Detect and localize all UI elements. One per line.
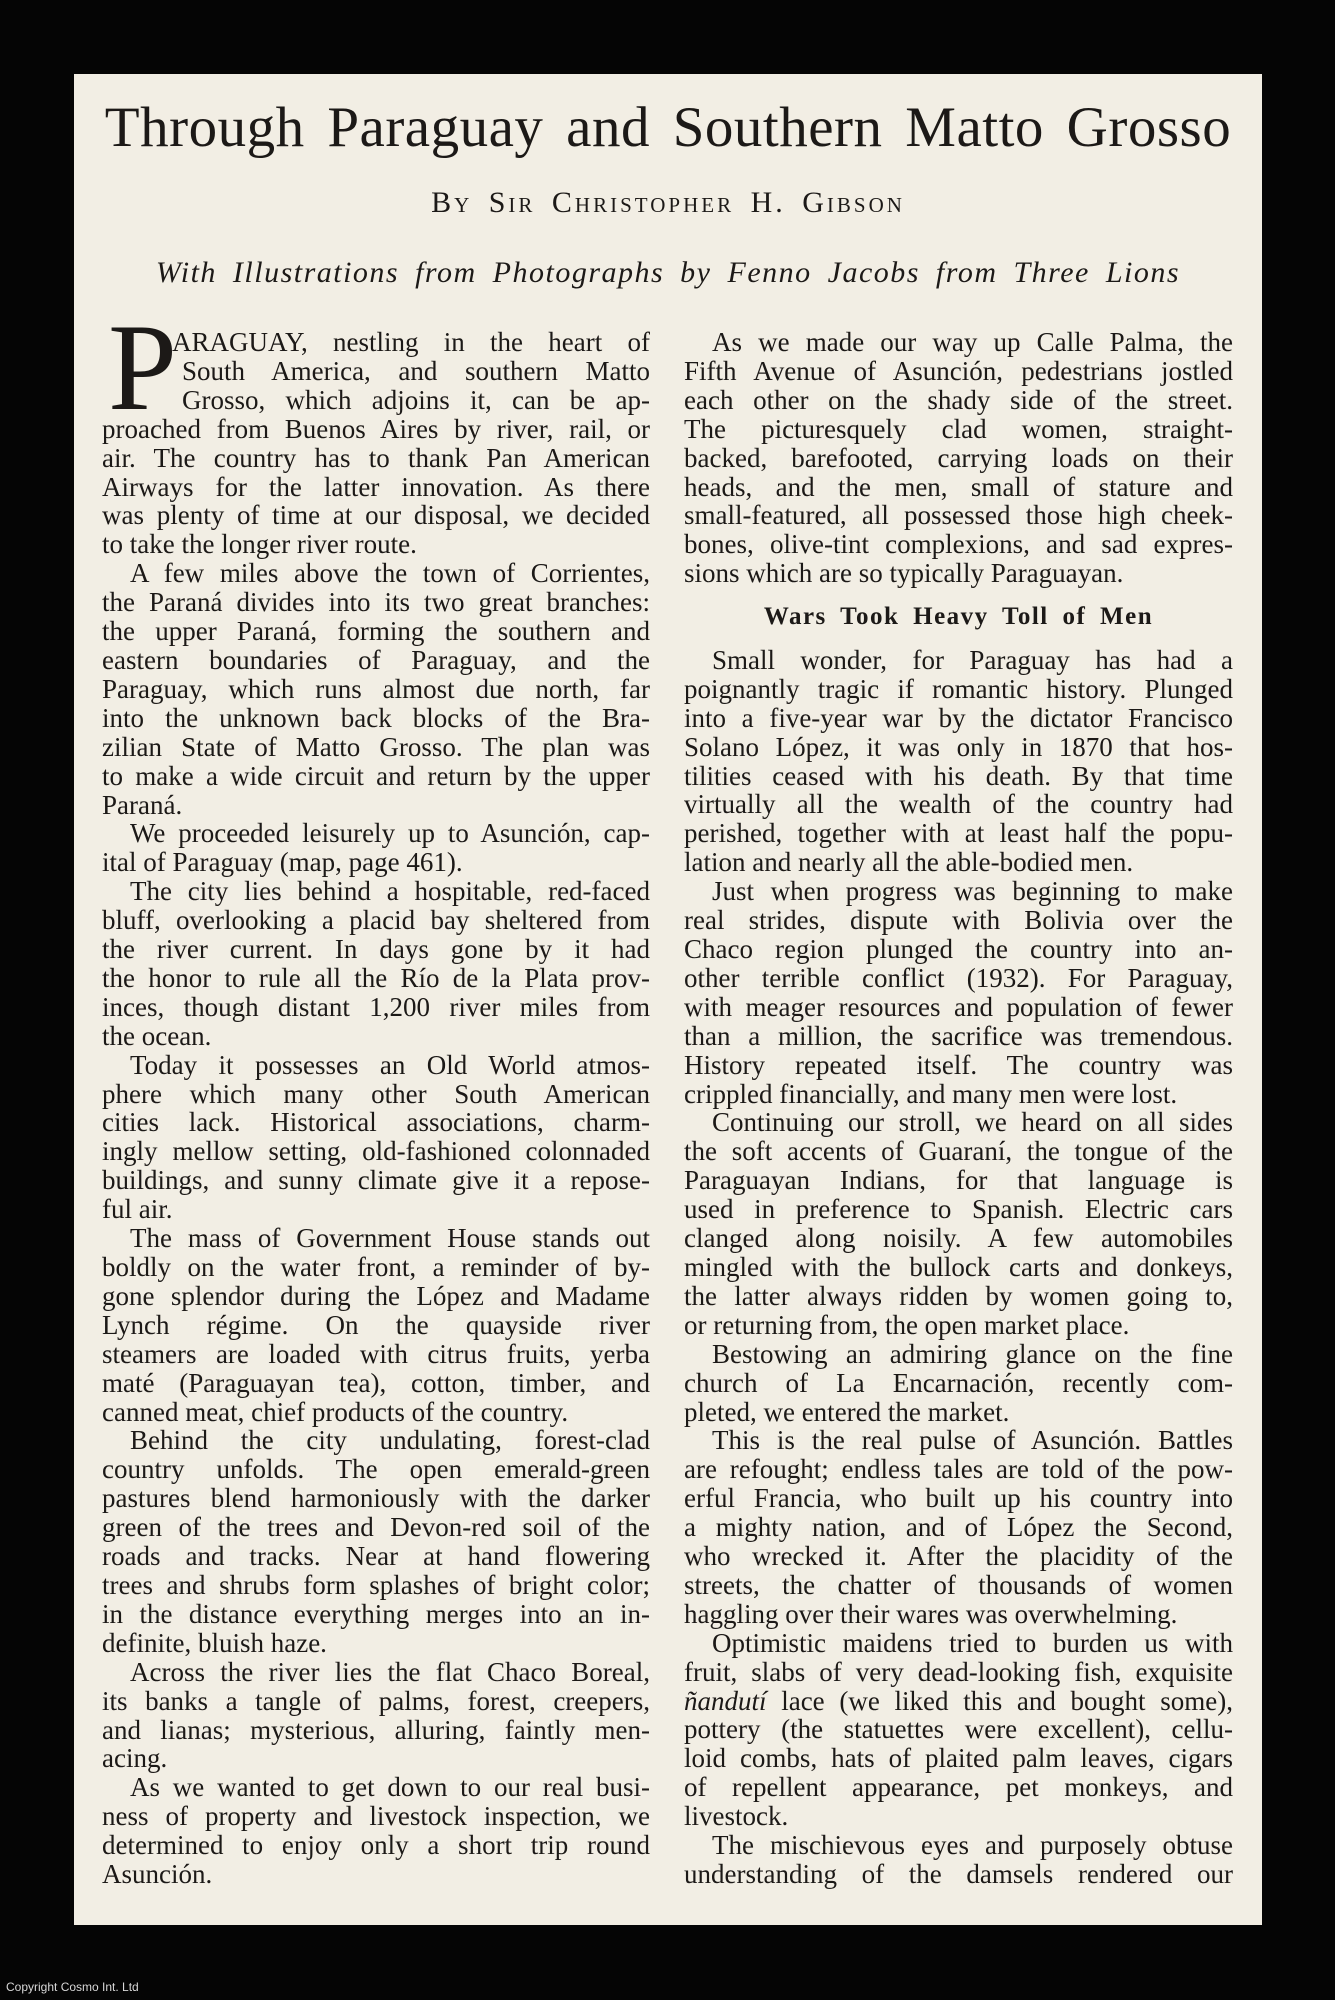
text-line: was plenty of time at our disposal, we decided (102, 500, 650, 531)
illustration-credit: With Illustrations from Photographs by Fenno Jacobs from Three Lions (155, 256, 1181, 289)
byline: By Sir Christopher H. Gibson (431, 186, 905, 219)
text-line: Small wonder, for Paraguay has had a (712, 644, 1233, 675)
text-line: pastures blend harmoniously with the darker (102, 1483, 650, 1514)
text-line: gone splendor during the López and Madame (102, 1280, 650, 1311)
paragraph (684, 1340, 1233, 1427)
text-line: to make a wide circuit and return by the upper (102, 760, 650, 791)
text-line: the honor to rule all the Río de la Plata prov- (102, 962, 650, 993)
text-line: This is the real pulse of Asunción. Battles (712, 1425, 1233, 1456)
text-line: perished, together with at least half the popu- (684, 818, 1233, 849)
text-line: the soft accents of Guaraní, the tongue of the (684, 1136, 1233, 1167)
text-line: backed, barefooted, carrying loads on their (684, 442, 1233, 473)
text-line: used in preference to Spanish. Electric cars (684, 1194, 1233, 1225)
text-line: the river current. In days gone by it had (102, 934, 650, 965)
paragraph (684, 1108, 1233, 1339)
text-line: zilian State of Matto Grosso. The plan was (102, 731, 650, 762)
text-line: the latter always ridden by women going to, (684, 1280, 1233, 1311)
text-line: ful air. (102, 1194, 173, 1225)
text-line: boldly on the water front, a reminder of by- (102, 1252, 650, 1282)
text-line: loid combs, hats of plaited palm leaves, cigars (684, 1743, 1233, 1774)
right-column (684, 328, 1233, 1889)
text-line: acing. (102, 1743, 168, 1774)
text-line: real strides, dispute with Bolivia over the (684, 905, 1233, 936)
text-line: Across the river lies the flat Chaco Boreal, (130, 1656, 650, 1687)
text-line: Just when progress was beginning to make (712, 876, 1233, 907)
text-line: bluff, overlooking a placid bay sheltered from (102, 905, 650, 936)
text-line: As we wanted to get down to our real busi- (130, 1772, 650, 1803)
section-heading: Wars Took Heavy Toll of Men (763, 603, 1154, 631)
text-line: pottery (the statuettes were excellent), cellu- (684, 1714, 1233, 1745)
paragraph (684, 646, 1233, 877)
text-segment: lace (we liked this and bought some), (766, 1685, 1233, 1716)
paragraph (102, 877, 650, 1050)
text-line: As we made our way up Calle Palma, the (712, 327, 1233, 357)
paragraph (102, 299, 650, 560)
text-line: who wrecked it. After the placidity of the (684, 1541, 1233, 1572)
text-line: The city lies behind a hospitable, red-faced (130, 876, 650, 907)
copyright-notice: Copyright Cosmo Int. Ltd (6, 1980, 139, 1994)
text-line: tilities ceased with his death. By that time (684, 760, 1233, 791)
text-line: clanged along noisily. A few automobiles (684, 1223, 1233, 1254)
text-line: virtually all the wealth of the country had (684, 789, 1233, 820)
text-line: understanding of the damsels rendered our (684, 1859, 1233, 1890)
italic-word: ñandutí (684, 1685, 767, 1716)
text-line: ingly mellow setting, old-fashioned colonnaded (102, 1136, 650, 1167)
text-line: Airways for the latter innovation. As there (102, 471, 650, 502)
text-line: mingled with the bullock carts and donkeys, (684, 1251, 1233, 1282)
text-line: pleted, we entered the market. (684, 1396, 1010, 1427)
text-line: canned meat, chief products of the country. (102, 1396, 569, 1427)
text-line: South America, and southern Matto (182, 355, 650, 386)
text-line: than a million, the sacrifice was tremendous. (684, 1020, 1233, 1051)
text-line: Paraguay, which runs almost due north, far (102, 673, 650, 704)
text-line: of repellent appearance, pet monkeys, and (684, 1772, 1233, 1803)
text-line: proached from Buenos Aires by river, rail, or (102, 413, 650, 444)
text-line: buildings, and sunny climate give it a repose- (102, 1165, 650, 1196)
text-line: History repeated itself. The country was (684, 1049, 1233, 1080)
text-line: or returning from, the open market place. (684, 1309, 1130, 1340)
text-line: The mass of Government House stands out (130, 1223, 650, 1254)
text-line: steamers are loaded with citrus fruits, yerba (102, 1338, 650, 1369)
paragraph (684, 328, 1233, 588)
text-line: in the distance everything merges into an in- (102, 1598, 650, 1629)
paragraph (102, 559, 650, 819)
text-line: with meager resources and population of fewer (684, 991, 1233, 1022)
text-line: erful Francia, who built up his country into (684, 1483, 1233, 1514)
text-line: Lynch régime. On the quayside river (102, 1309, 650, 1340)
paragraph (684, 1629, 1233, 1831)
text-line: ital of Paraguay (map, page 461). (102, 847, 463, 878)
text-line: church of La Encarnación, recently com- (684, 1367, 1233, 1398)
text-line: Paraguayan Indians, for that language is (684, 1165, 1233, 1196)
text-line: other terrible conflict (1932). For Paraguay, (684, 962, 1233, 993)
text-line: lation and nearly all the able-bodied men. (684, 847, 1134, 878)
text-line: the upper Paraná, forming the southern and (102, 616, 650, 647)
paragraph (102, 1773, 650, 1889)
text-line: each other on the shady side of the street. (684, 384, 1233, 415)
text-line: its banks a tangle of palms, forest, creepers, (102, 1685, 650, 1716)
text-line: crippled financially, and many men were lost. (684, 1078, 1178, 1109)
text-line: into the unknown back blocks of the Bra- (102, 702, 650, 733)
text-line: We proceeded leisurely up to Asunción, cap- (130, 818, 650, 849)
paragraph (684, 1426, 1233, 1628)
text-line: the Paraná divides into its two great branches: (102, 587, 650, 618)
text-line: The mischievous eyes and purposely obtuse (712, 1830, 1233, 1861)
text-line: fruit, slabs of very dead-looking fish, exquisite (684, 1656, 1233, 1687)
text-line: Today it possesses an Old World atmos- (130, 1049, 650, 1080)
paragraph (102, 1051, 650, 1224)
text-line: determined to enjoy only a short trip round (102, 1830, 650, 1861)
text-line: definite, bluish haze. (102, 1627, 327, 1658)
text-line: ness of property and livestock inspection, we (102, 1801, 650, 1832)
text-line: heads, and the men, small of stature and (684, 471, 1233, 502)
text-line: to take the longer river route. (102, 529, 417, 560)
text-line: cities lack. Historical associations, charm- (102, 1107, 650, 1138)
text-line: Behind the city undulating, forest-clad (130, 1425, 650, 1456)
text-line: maté (Paraguayan tea), cotton, timber, and (102, 1367, 650, 1398)
text-line: Asunción. (102, 1859, 213, 1890)
paragraph (102, 1224, 650, 1426)
text-line: The picturesquely clad women, straight- (684, 413, 1233, 444)
text-line: Chaco region plunged the country into an- (684, 934, 1233, 965)
text-line: Grosso, which adjoins it, can be ap- (182, 384, 650, 415)
paragraph (102, 1426, 650, 1657)
text-line: and lianas; mysterious, alluring, faintly men- (102, 1714, 650, 1745)
text-line (684, 1687, 1233, 1716)
paragraph (684, 1831, 1233, 1889)
text-line: into a five-year war by the dictator Francisco (684, 702, 1233, 733)
text-line: eastern boundaries of Paraguay, and the (102, 644, 650, 675)
text-line: a mighty nation, and of López the Second, (684, 1512, 1233, 1543)
text-line: Continuing our stroll, we heard on all sides (712, 1107, 1233, 1138)
text-line: bones, olive-tint complexions, and sad expres- (684, 529, 1233, 560)
text-line: small-featured, all possessed those high cheek- (684, 500, 1233, 531)
text-line: haggling over their wares was overwhelming. (684, 1598, 1178, 1629)
text-line: ARAGUAY, nestling in the heart of (172, 327, 650, 357)
text-line: air. The country has to thank Pan American (102, 442, 650, 473)
drop-cap: P (108, 299, 177, 436)
text-line: Solano López, it was only in 1870 that hos- (684, 731, 1233, 762)
text-line: poignantly tragic if romantic history. Plunged (684, 673, 1233, 704)
text-line: are refought; endless tales are told of the pow- (684, 1454, 1233, 1485)
text-line: A few miles above the town of Corrientes, (130, 558, 650, 589)
text-line: roads and tracks. Near at hand flowering (102, 1541, 650, 1572)
text-line: Optimistic maidens tried to burden us with (712, 1627, 1233, 1658)
paragraph (102, 1658, 650, 1774)
article-title: Through Paraguay and Southern Matto Grosso (104, 96, 1232, 159)
paragraph (684, 877, 1233, 1108)
text-line: country unfolds. The open emerald-green (102, 1454, 650, 1485)
left-column (102, 299, 650, 1890)
text-line: Paraná. (102, 789, 183, 820)
text-line: Bestowing an admiring glance on the fine (712, 1338, 1233, 1369)
text-line: livestock. (684, 1801, 789, 1832)
text-line: inces, though distant 1,200 river miles from (102, 991, 650, 1022)
text-line: streets, the chatter of thousands of women (684, 1569, 1233, 1600)
text-line: Fifth Avenue of Asunción, pedestrians jostled (684, 355, 1233, 386)
text-line: the ocean. (102, 1020, 212, 1051)
text-line: phere which many other South American (102, 1078, 650, 1109)
text-line: trees and shrubs form splashes of bright color; (102, 1569, 650, 1600)
text-line: sions which are so typically Paraguayan. (684, 558, 1124, 589)
text-line: green of the trees and Devon-red soil of the (102, 1512, 650, 1543)
paragraph (102, 819, 650, 877)
